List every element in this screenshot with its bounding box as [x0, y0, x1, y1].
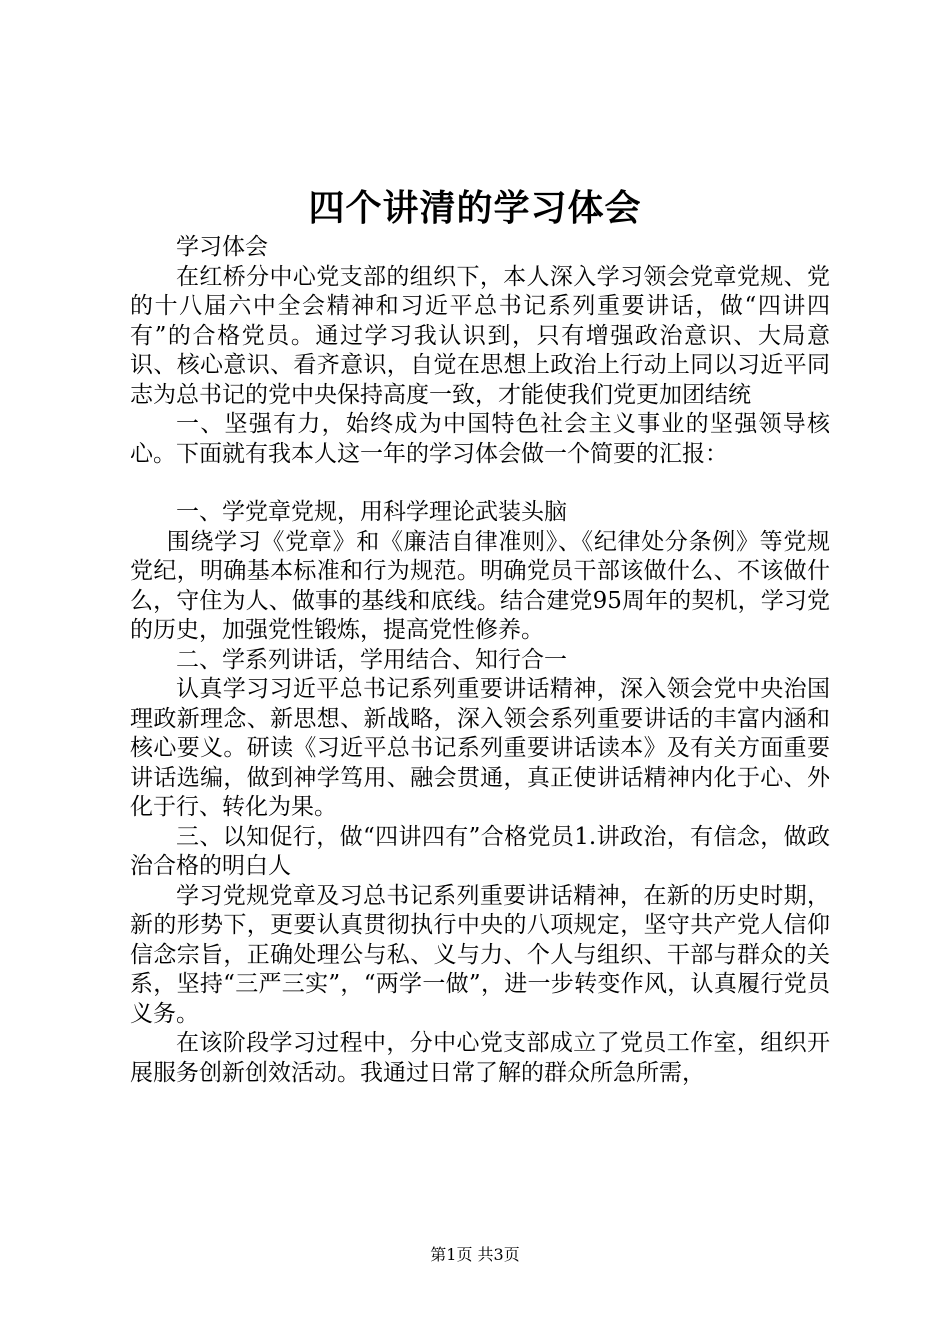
- section-heading-2: 二、学系列讲话，学用结合、知行合一: [176, 646, 567, 673]
- document-body: [130, 233, 830, 1088]
- paragraph-section-3: 学习党规党章及习总书记系列重要讲话精神，在新的历史时期，新的形势下，更要认真贯彻执行中央的八项规定，坚守共产党人信仰信念宗旨，正确处理公与私、义与力、个人与组织、干部与群众的关系，坚持“三严三实”，“两学一做”，进一步转变作风，认真履行党员义务。: [130, 882, 830, 1027]
- section-heading-1: 一、学党章党规，用科学理论武装头脑: [176, 499, 567, 525]
- paragraph-activities: 在该阶段学习过程中，分中心党支部成立了党员工作室，组织开展服务创新创效活动。我通过日常了解的群众所急所需，: [130, 1030, 830, 1086]
- paragraph-section-1: 围绕学习《党章》和《廉洁自律准则》、《纪律处分条例》等党规党纪，明确基本标准和行为规范。明确党员干部该做什么、不该做什么，守住为人、做事的基线和底线。结合建党95周年的契机，学习党的历史，加强党性锻炼，提高党性修养。: [130, 528, 830, 643]
- document-title: 四个讲清的学习体会: [308, 187, 642, 229]
- section-heading-3: 三、以知促行，做“四讲四有”合格党员1.讲政治，有信念，做政治合格的明白人: [130, 823, 830, 879]
- paragraph-intro: 在红桥分中心党支部的组织下，本人深入学习领会党章党规、党的十八届六中全会精神和习近平总书记系列重要讲话，做“四讲四有”的合格党员。通过学习我认识到，只有增强政治意识、大局意识、核心意识、看齐意识，自觉在思想上政治上行动上同以习近平同志为总书记的党中央保持高度一致，才能使我们党更加团结统: [130, 263, 830, 408]
- paragraph-core: 一、坚强有力，始终成为中国特色社会主义事业的坚强领导核心。下面就有我本人这一年的学习体会做一个简要的汇报：: [130, 411, 830, 467]
- paragraph-section-2: 认真学习习近平总书记系列重要讲话精神，深入领会党中央治国理政新理念、新思想、新战略，深入领会系列重要讲话的丰富内涵和核心要义。研读《习近平总书记系列重要讲话读本》及有关方面重要讲话选编，做到神学笃用、融会贯通，真正使讲话精神内化于心、外化于行、转化为果。: [130, 676, 830, 820]
- page-number: 第1页 共3页: [430, 1245, 520, 1264]
- paragraph-heading-study: 学习体会: [176, 234, 268, 260]
